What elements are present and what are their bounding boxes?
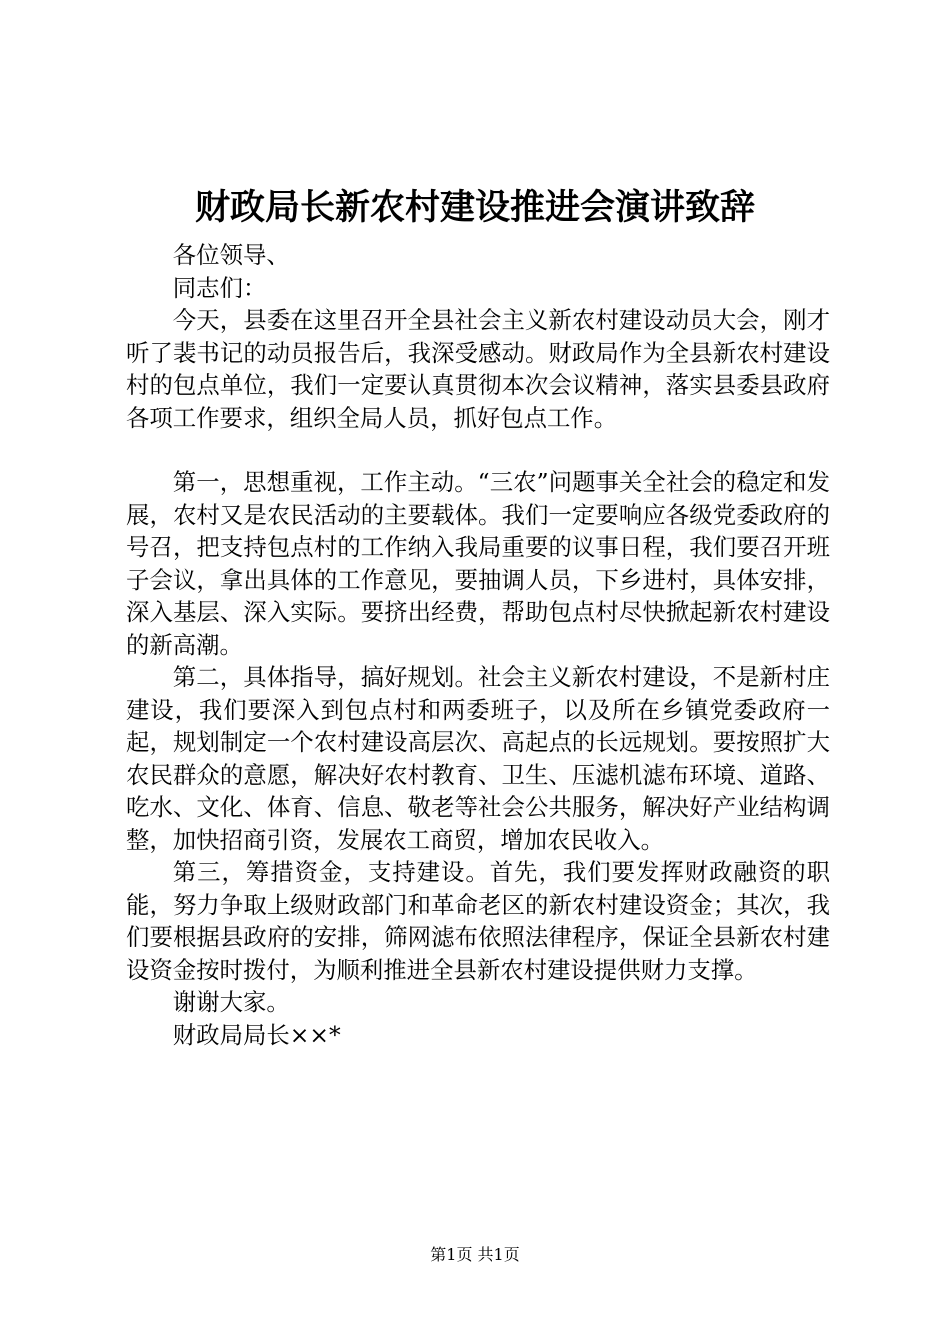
salutation-leaders: 各位领导、 — [172, 241, 290, 269]
closing-thanks: 谢谢大家。 — [172, 988, 290, 1016]
paragraph-second-point: 第二，具体指导，搞好规划。社会主义新农村建设，不是新村庄建设，我们要深入到包点村和两委班子，以及所在乡镇党委政府一起，规划制定一个农村建设高层次、高起点的长远规划。要按照扩大农民群众的意愿，解决好农村教育、卫生、压滤机滤布环境、道路、吃水、文化、体育、信息、敬老等社会公共服务，解决好产业结构调整，加快招商引资，发展农工商贸，增加农民收入。 — [126, 663, 830, 854]
paragraph-third-point: 第三，筹措资金，支持建设。首先，我们要发挥财政融资的职能，努力争取上级财政部门和革命老区的新农村建设资金；其次，我们要根据县政府的安排，筛网滤布依照法律程序，保证全县新农村建设资金按时拨付，为顺利推进全县新农村建设提供财力支撑。 — [126, 858, 830, 984]
document-body — [126, 239, 830, 1051]
paragraph-intro: 今天，县委在这里召开全县社会主义新农村建设动员大会，刚才听了裴书记的动员报告后，我深受感动。财政局作为全县新农村建设村的包点单位，我们一定要认真贯彻本次会议精神，落实县委县政府各项工作要求，组织全局人员，抓好包点工作。 — [126, 306, 830, 432]
paragraph-gap — [126, 434, 830, 466]
document-title: 财政局长新农村建设推进会演讲致辞 — [194, 187, 755, 228]
page-footer: 第1页 共1页 — [430, 1245, 520, 1264]
salutation-comrades: 同志们： — [172, 273, 267, 302]
signature: 财政局局长××* — [172, 1020, 341, 1049]
paragraph-first-point: 第一，思想重视，工作主动。“三农”问题事关全社会的稳定和发展，农村又是农民活动的主要载体。我们一定要响应各级党委政府的号召，把支持包点村的工作纳入我局重要的议事日程，我们要召开班子会议，拿出具体的工作意见，要抽调人员，下乡进村，具体安排，深入基层、深入实际。要挤出经费，帮助包点村尽快掀起新农村建设的新高潮。 — [126, 468, 830, 659]
